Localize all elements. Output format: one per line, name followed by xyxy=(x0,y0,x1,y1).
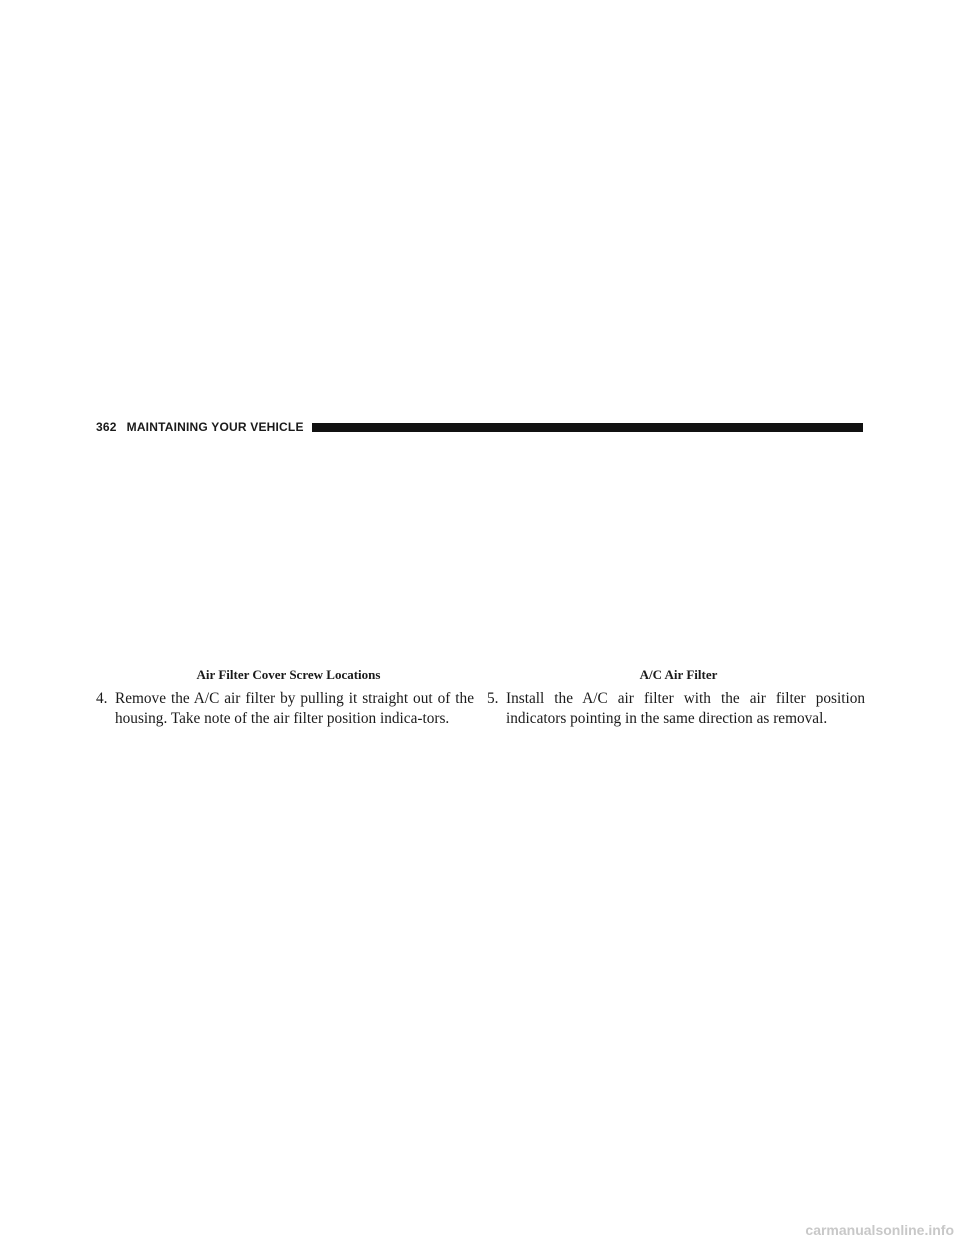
figure-caption-ac-air-filter: A/C Air Filter xyxy=(639,667,718,682)
header-rule xyxy=(312,423,863,432)
section-title: MAINTAINING YOUR VEHICLE xyxy=(126,420,304,434)
step-4 xyxy=(96,689,474,729)
step-number: 5. xyxy=(487,690,499,707)
page-header xyxy=(96,419,863,435)
step-number: 4. xyxy=(96,690,108,707)
page-number: 362 xyxy=(96,420,117,434)
figure-caption-screw-locations: Air Filter Cover Screw Locations xyxy=(196,667,381,682)
step-text: Remove the A/C air filter by pulling it straight out of the housing. Take note of the air filter position indica-tors. xyxy=(115,690,474,727)
step-5 xyxy=(487,689,865,729)
watermark: carmanualsonline.info xyxy=(805,1222,954,1238)
step-text: Install the A/C air filter with the air filter position indicators pointing in the same direction as removal. xyxy=(506,690,865,727)
